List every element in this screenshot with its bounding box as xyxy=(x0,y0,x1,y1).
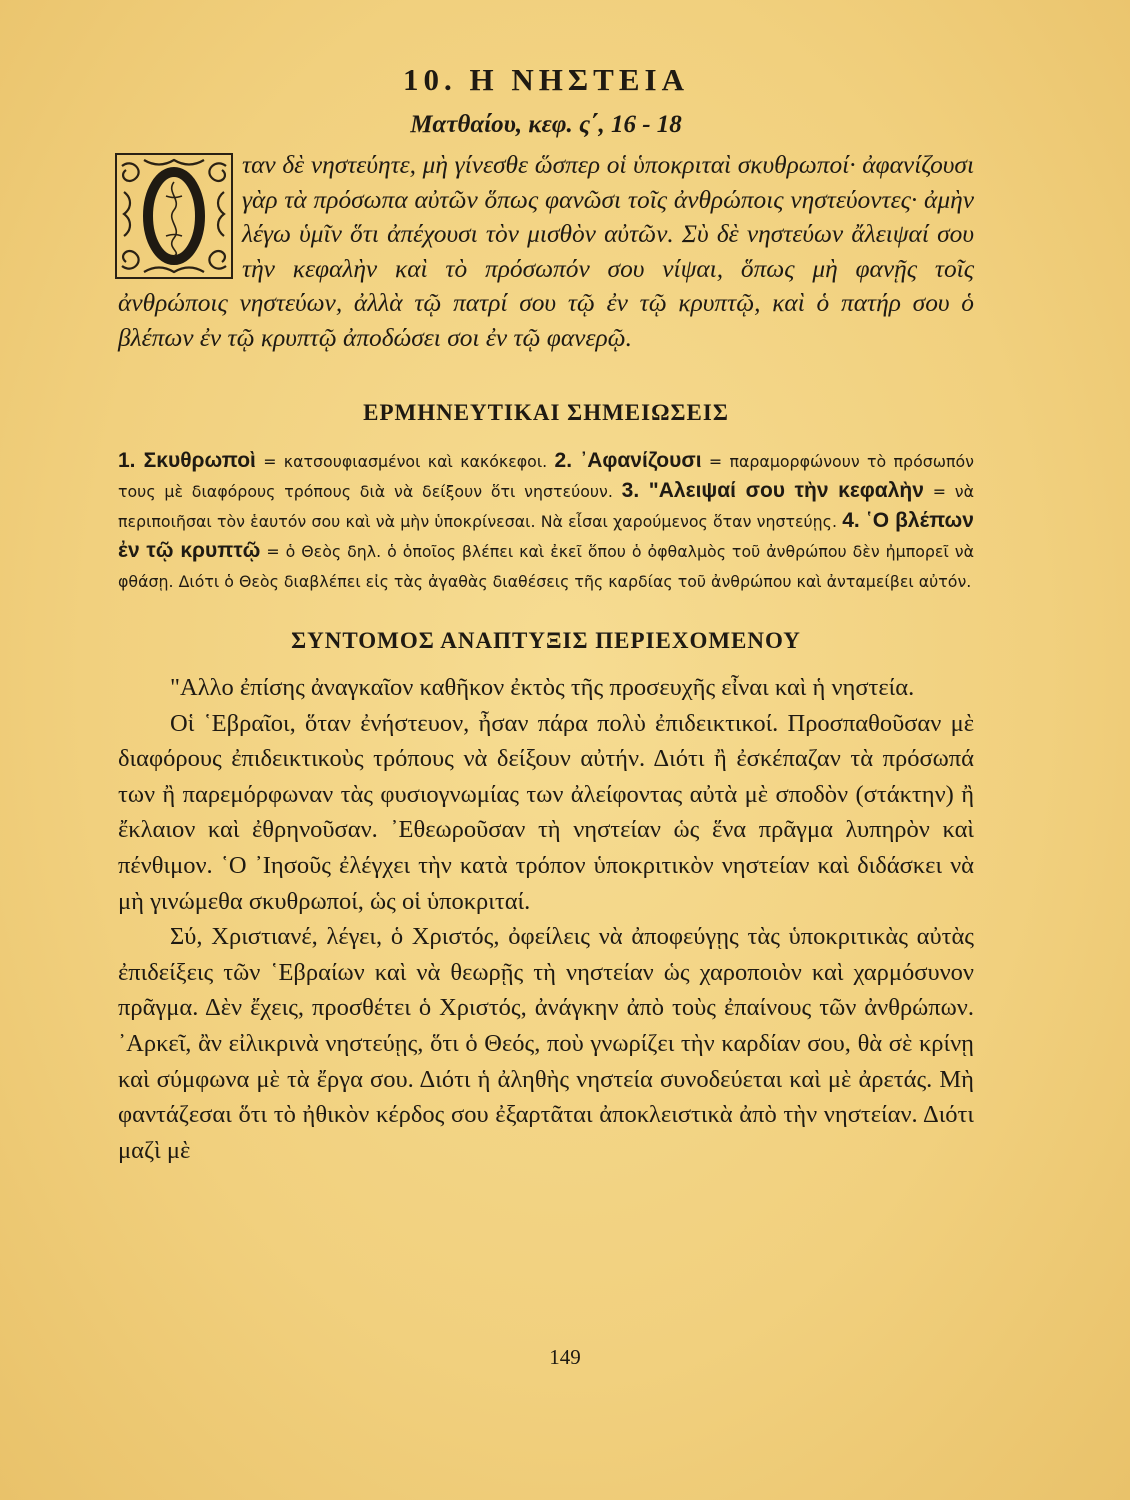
notes-heading: ΕΡΜΗΝΕΥΤΙΚΑΙ ΣΗΜΕΙΩΣΕΙΣ xyxy=(363,399,729,425)
summary-paragraph-3: Σύ, Χριστιανέ, λέγει, ὁ Χριστός, ὀφείλεις νὰ ἀποφεύγῃς τὰς ὑποκριτικὰς αὐτὰς ἐπιδείξεις τῶν ῾Εβραίων καὶ νὰ θεωρῇς τὴ νηστείαν ὡς χαροποιὸν καὶ χαρμόσυνον πρᾶγμα. Δὲν ἔχεις, προσθέτει ὁ Χριστός, ἀνάγκην ἀπὸ τοὺς ἐπαίνους τῶν ἀνθρώπων. ᾿Αρκεῖ, ἂν εἰλικρινὰ νηστεύῃς, ὅτι ὁ Θεός, ποὺ γνωρίζει τὴν καρδίαν σου, θὰ σὲ κρίνῃ καὶ σύμφωνα μὲ τὰ ἔργα σου. Διότι ἡ ἀληθὴς νηστεία συνοδεύεται καὶ μὲ ἀρετάς. Μὴ φαντάζεσαι ὅτι τὸ ἠθικὸν κέρδος σου ἐξαρτᾶται ἀποκλειστικὰ ἀπὸ τὴν νηστείαν. Διότι μαζὶ μὲ xyxy=(118,923,974,1164)
ornament-icon xyxy=(114,152,234,280)
scripture-body: ταν δὲ νηστεύητε, μὴ γίνεσθε ὥσπερ οἱ ὑποκριταὶ σκυθρωποί· ἀφανίζουσι γὰρ τὰ πρόσωπα αὐτῶν ὅπως φανῶσι τοῖς ἀνθρώποις νηστεύοντες· ἀμὴν λέγω ὑμῖν ὅτι ἀπέχουσι τὸν μισθὸν αὐτῶν. Σὺ δὲ νηστεύων ἄλειψαί σου τὴν κεφαλὴν καὶ τὸ πρόσωπόν σου νίψαι, ὅπως μὴ φανῇς τοῖς ἀνθρώποις νηστεύων, ἀλλὰ τῷ πατρί σου τῷ ἐν τῷ κρυπτῷ, καὶ ὁ πατήρ σου ὁ βλέπων ἐν τῷ κρυπτῷ ἀποδώσει σοι ἐν τῷ φανερῷ. xyxy=(118,151,974,352)
ornamental-dropcap xyxy=(114,152,234,280)
summary-heading: ΣΥΝΤΟΜΟΣ ΑΝΑΠΤΥΞΙΣ ΠΕΡΙΕΧΟΜΕΝΟΥ xyxy=(291,628,801,654)
summary-paragraph-2: Οἱ ῾Εβραῖοι, ὅταν ἐνήστευον, ἦσαν πάρα πολὺ ἐπιδεικτικοί. Προσπαθοῦσαν μὲ διαφόρους ἐπιδεικτικοὺς τρόπους νὰ δείξουν αὐτήν. Διότι ἢ ἐσκέπαζαν τὰ πρόσωπά των ἢ παρεμόρφωναν τὰς φυσιογνωμίας των ἀλείφοντας αὐτὰ μὲ σποδὸν (στάκτην) ἢ ἔκλαιον καὶ ἐθρηνοῦσαν. ᾿Εθεωροῦσαν τὴ νηστείαν ὡς ἕνα πρᾶγμα λυπηρὸν καὶ πένθιμον. ῾Ο ᾿Ιησοῦς ἐλέγχει τὴν κατὰ τρόπον ὑποκριτικὸν νηστείαν καὶ διδάσκει νὰ μὴ γινώμεθα σκυθρωποί, ὡς οἱ ὑποκριταί. xyxy=(118,709,974,915)
page-content xyxy=(118,60,974,1168)
scripture-text xyxy=(118,148,974,356)
svg-text:Ο: Ο xyxy=(173,226,175,227)
note-term-2: 2. ᾿Αφανίζουσι xyxy=(554,448,702,472)
notes-list xyxy=(118,446,974,596)
page-number: 149 xyxy=(549,1345,581,1369)
note-term-1: 1. Σκυθρωποὶ xyxy=(118,448,256,472)
summary-paragraph-1: "Αλλο ἐπίσης ἀναγκαῖον καθῆκον ἐκτὸς τῆς προσευχῆς εἶναι καὶ ἡ νηστεία. xyxy=(170,674,915,702)
note-term-3: 3. "Αλειψαί σου τὴν κεφαλὴν xyxy=(621,478,924,502)
scripture-reference: Ματθαίου, κεφ. ς΄, 16 - 18 xyxy=(410,111,682,138)
chapter-title: 10. Η ΝΗΣΤΕΙΑ xyxy=(403,62,689,97)
note-text-4: = ὁ Θεὸς δηλ. ὁ ὁποῖος βλέπει καὶ ἐκεῖ ὅπου ὁ ὀφθαλμὸς τοῦ ἀνθρώπου δὲν ἠμπορεῖ νὰ φθάσῃ. Διότι ὁ Θεὸς διαβλέπει εἰς τὰς ἀγαθὰς διαθέσεις τῆς καρδίας τοῦ ἀνθρώπου καὶ ἀνταμείβει αὐτόν. xyxy=(118,542,974,591)
note-text-1: = κατσουφιασμένοι καὶ κακόκεφοι. xyxy=(255,451,555,471)
note-text-2: = παραμορφώνουν τὸ πρόσωπόν τους μὲ διαφόρους τρόπους διὰ νὰ δείξουν ὅτι νηστεύουν. xyxy=(118,451,974,501)
note-term-4: 4. ῾Ο βλέπων ἐν τῷ κρυπτῷ xyxy=(118,509,974,563)
note-text-3: = νὰ περιποιῆσαι τὸν ἑαυτόν σου καὶ νὰ μὴν ὑποκρίνεσαι. Νὰ εἶσαι χαρούμενος ὅταν νηστεύῃς. xyxy=(118,481,974,532)
